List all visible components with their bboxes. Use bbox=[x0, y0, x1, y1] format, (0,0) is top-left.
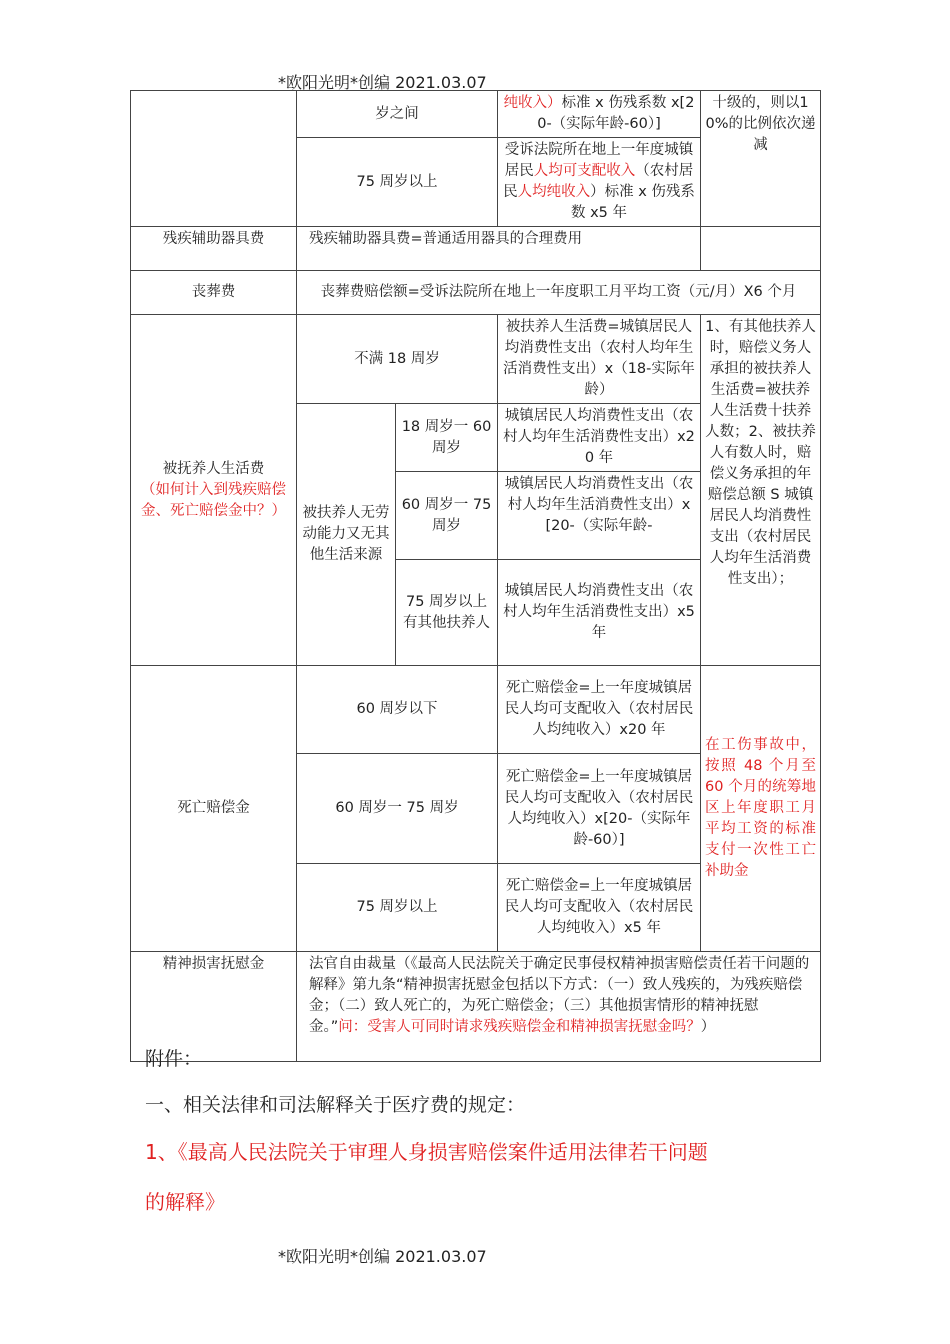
cell-blank bbox=[131, 91, 297, 227]
attachment-item-line2: 的解释》 bbox=[145, 1190, 225, 1214]
dep-r2-age: 60 周岁一 75 周岁 bbox=[396, 472, 498, 560]
dependent-label: 被抚养人生活费 （如何计入到残疾赔偿金、死亡赔偿金中？） bbox=[131, 315, 297, 666]
attachment-label: 附件： bbox=[145, 1048, 203, 1070]
dep-r1-age: 18 周岁一 60 周岁 bbox=[396, 404, 498, 472]
compensation-table bbox=[130, 90, 821, 1062]
death-r2-formula: 死亡赔偿金=上一年度城镇居民人均可支配收入（农村居民人均纯收入）x[20-（实际年龄-60）] bbox=[498, 754, 701, 864]
formula-cell: 受诉法院所在地上一年度城镇居民人均可支配收入（农村居民人均纯收入）标准 x 伤残系数 x5 年 bbox=[498, 138, 701, 227]
mental-label: 精神损害抚慰金 bbox=[131, 952, 297, 1062]
death-note: 在工伤事故中，按照 48 个月至 60 个月的统筹地区上年度职工月平均工资的标准支付一次性工亡补助金 bbox=[701, 666, 821, 952]
death-r3-age: 75 周岁以上 bbox=[297, 864, 498, 952]
under18-formula: 被扶养人生活费=城镇居民人均消费性支出（农村人均年生活消费性支出）x（18-实际年龄） bbox=[498, 315, 701, 404]
no-labor-cell: 被扶养人无劳动能力又无其他生活来源 bbox=[297, 404, 396, 666]
dep-r2-formula: 城镇居民人均消费性支出（农村人均年生活消费性支出）x[20-（实际年龄- bbox=[498, 472, 701, 560]
attachment-heading: 一、相关法律和司法解释关于医疗费的规定： bbox=[145, 1094, 526, 1116]
age-cell: 岁之间 bbox=[297, 91, 498, 138]
funeral-label: 丧葬费 bbox=[131, 271, 297, 315]
note-cell: 十级的，则以10%的比例依次递减 bbox=[701, 91, 821, 227]
attachment-item-line1: 1、《最高人民法院关于审理人身损害赔偿案件适用法律若干问题 bbox=[145, 1140, 708, 1164]
death-r1-age: 60 周岁以下 bbox=[297, 666, 498, 754]
death-r1-formula: 死亡赔偿金=上一年度城镇居民人均可支配收入（农村居民人均纯收入）x20 年 bbox=[498, 666, 701, 754]
dep-r3-age: 75 周岁以上有其他扶养人 bbox=[396, 560, 498, 666]
dep-r3-formula: 城镇居民人均消费性支出（农村人均年生活消费性支出）x5 年 bbox=[498, 560, 701, 666]
funeral-formula: 丧葬费赔偿额=受诉法院所在地上一年度职工月平均工资（元/月）X6 个月 bbox=[297, 271, 821, 315]
age-cell: 75 周岁以上 bbox=[297, 138, 498, 227]
dep-r1-formula: 城镇居民人均消费性支出（农村人均年生活消费性支出）x20 年 bbox=[498, 404, 701, 472]
formula-cell: 纯收入）标准 x 伤残系数 x[20-（实际年龄-60）] bbox=[498, 91, 701, 138]
under18-age: 不满 18 周岁 bbox=[297, 315, 498, 404]
mental-text: 法官自由裁量（《最高人民法院关于确定民事侵权精神损害赔偿责任若干问题的解释》第九条“精神损害抚慰金包括以下方式：（一）致人残疾的，为残疾赔偿金；（二）致人死亡的，为死亡赔偿金；（三）其他损害情形的精神抚慰金。”问：受害人可同时请求残疾赔偿金和精神损害抚慰金吗？） bbox=[297, 952, 821, 1062]
death-r2-age: 60 周岁一 75 周岁 bbox=[297, 754, 498, 864]
dependent-note: 1、有其他扶养人时，赔偿义务人承担的被扶养人生活费=被扶养人生活费十扶养人数；2、被扶养人有数人时，赔偿义务承担的年赔偿总额 S 城镇居民人均消费性支出（农村居民人均年生活消费性支出）； bbox=[701, 315, 821, 666]
page-header: *欧阳光明*创编 2021.03.07 bbox=[278, 73, 487, 92]
aids-formula: 残疾辅助器具费=普通适用器具的合理费用 bbox=[297, 227, 701, 271]
aids-label: 残疾辅助器具费 bbox=[131, 227, 297, 271]
page-footer: *欧阳光明*创编 2021.03.07 bbox=[278, 1247, 487, 1266]
cell-blank bbox=[701, 227, 821, 271]
death-r3-formula: 死亡赔偿金=上一年度城镇居民人均可支配收入（农村居民人均纯收入）x5 年 bbox=[498, 864, 701, 952]
death-label: 死亡赔偿金 bbox=[131, 666, 297, 952]
